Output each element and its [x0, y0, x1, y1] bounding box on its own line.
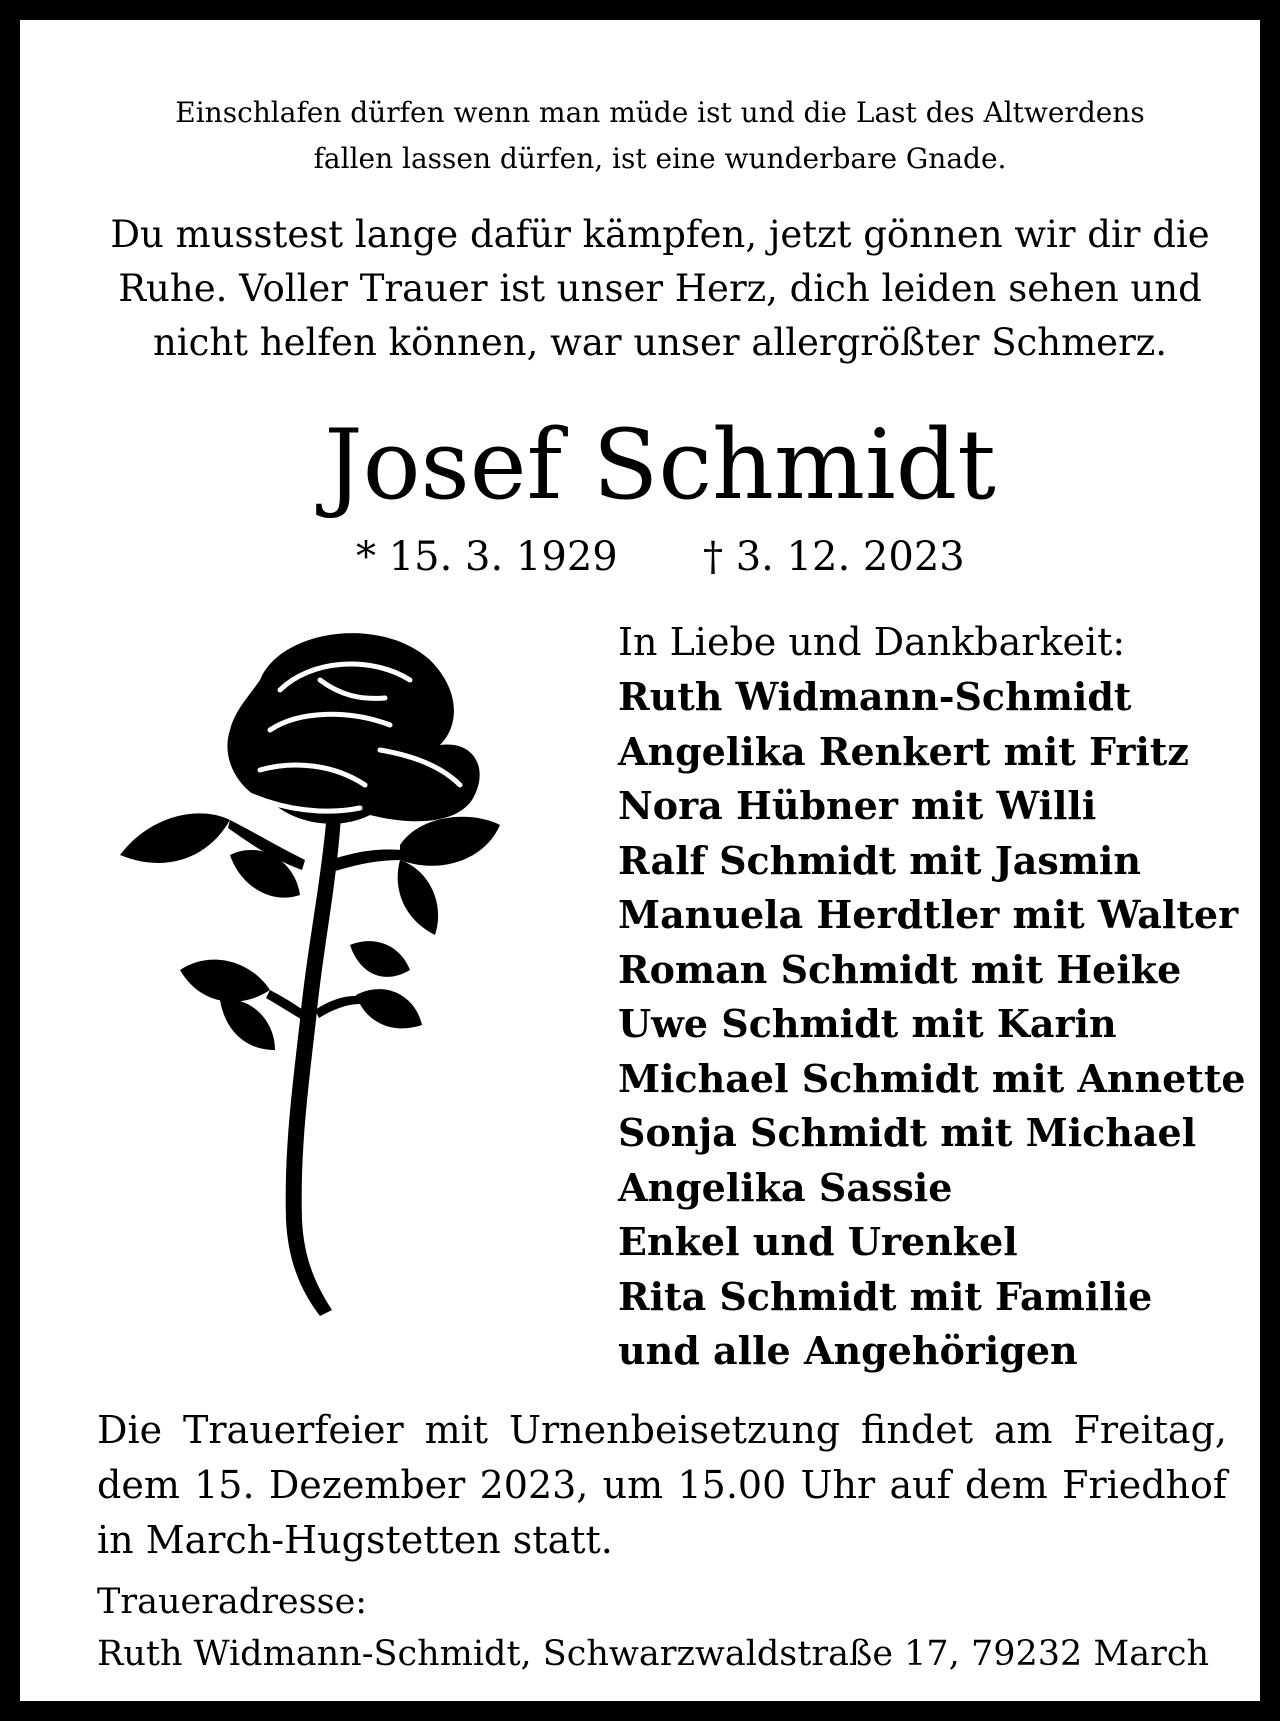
- mourner-name: Uwe Schmidt mit Karin: [618, 1001, 1117, 1046]
- mourner-name: Manuela Herdtler mit Walter: [618, 892, 1239, 937]
- mourner-name: Nora Hübner mit Willi: [618, 783, 1097, 828]
- mourner-name: Ralf Schmidt mit Jasmin: [618, 837, 1141, 883]
- mourner-name: Enkel und Urenkel: [618, 1219, 1018, 1264]
- intro-text: [80, 208, 1240, 370]
- death-date: † 3. 12. 2023: [703, 534, 965, 580]
- address-label: Traueradresse:: [97, 1582, 368, 1622]
- mourner-name: Roman Schmidt mit Heike: [618, 946, 1182, 992]
- intro-line: Ruhe. Voller Trauer ist unser Herz, dich leiden sehen und: [118, 267, 1202, 310]
- mourner-name: Michael Schmidt mit Annette: [618, 1055, 1246, 1101]
- mourners-list: [618, 614, 1258, 1379]
- intro-line: Du musstest lange dafür kämpfen, jetzt gönnen wir dir die: [110, 213, 1210, 256]
- deceased-name: Josef Schmidt: [324, 409, 996, 521]
- rose-icon: [110, 620, 550, 1340]
- mourner-name: Sonja Schmidt mit Michael: [618, 1110, 1197, 1155]
- mourner-name: Angelika Sassie: [618, 1164, 953, 1210]
- mourner-name: Angelika Renkert mit Fritz: [618, 728, 1189, 774]
- mourner-name: Ruth Widmann-Schmidt: [618, 674, 1132, 719]
- mourner-name: Rita Schmidt mit Familie: [618, 1273, 1153, 1319]
- motto-line: fallen lassen dürfen, ist eine wunderbare Gnade.: [313, 142, 1007, 175]
- birth-date: * 15. 3. 1929: [356, 534, 618, 580]
- motto-text: [80, 90, 1240, 182]
- mourners-lead: In Liebe und Dankbarkeit:: [618, 620, 1126, 664]
- intro-line: nicht helfen können, war unser allergrößter Schmerz.: [152, 321, 1168, 364]
- mourner-name: und alle Angehörigen: [618, 1328, 1078, 1373]
- motto-line: Einschlafen dürfen wenn man müde ist und die Last des Altwerdens: [175, 96, 1145, 129]
- mourning-address: [97, 1576, 1209, 1680]
- address-value: Ruth Widmann-Schmidt, Schwarzwaldstraße 17, 79232 March: [97, 1634, 1209, 1674]
- ceremony-info: Die Trauerfeier mit Urnenbeisetzung findet am Freitag, dem 15. Dezember 2023, um 15.00 Uhr auf dem Friedhof in March-Hugstetten statt.: [97, 1408, 1227, 1562]
